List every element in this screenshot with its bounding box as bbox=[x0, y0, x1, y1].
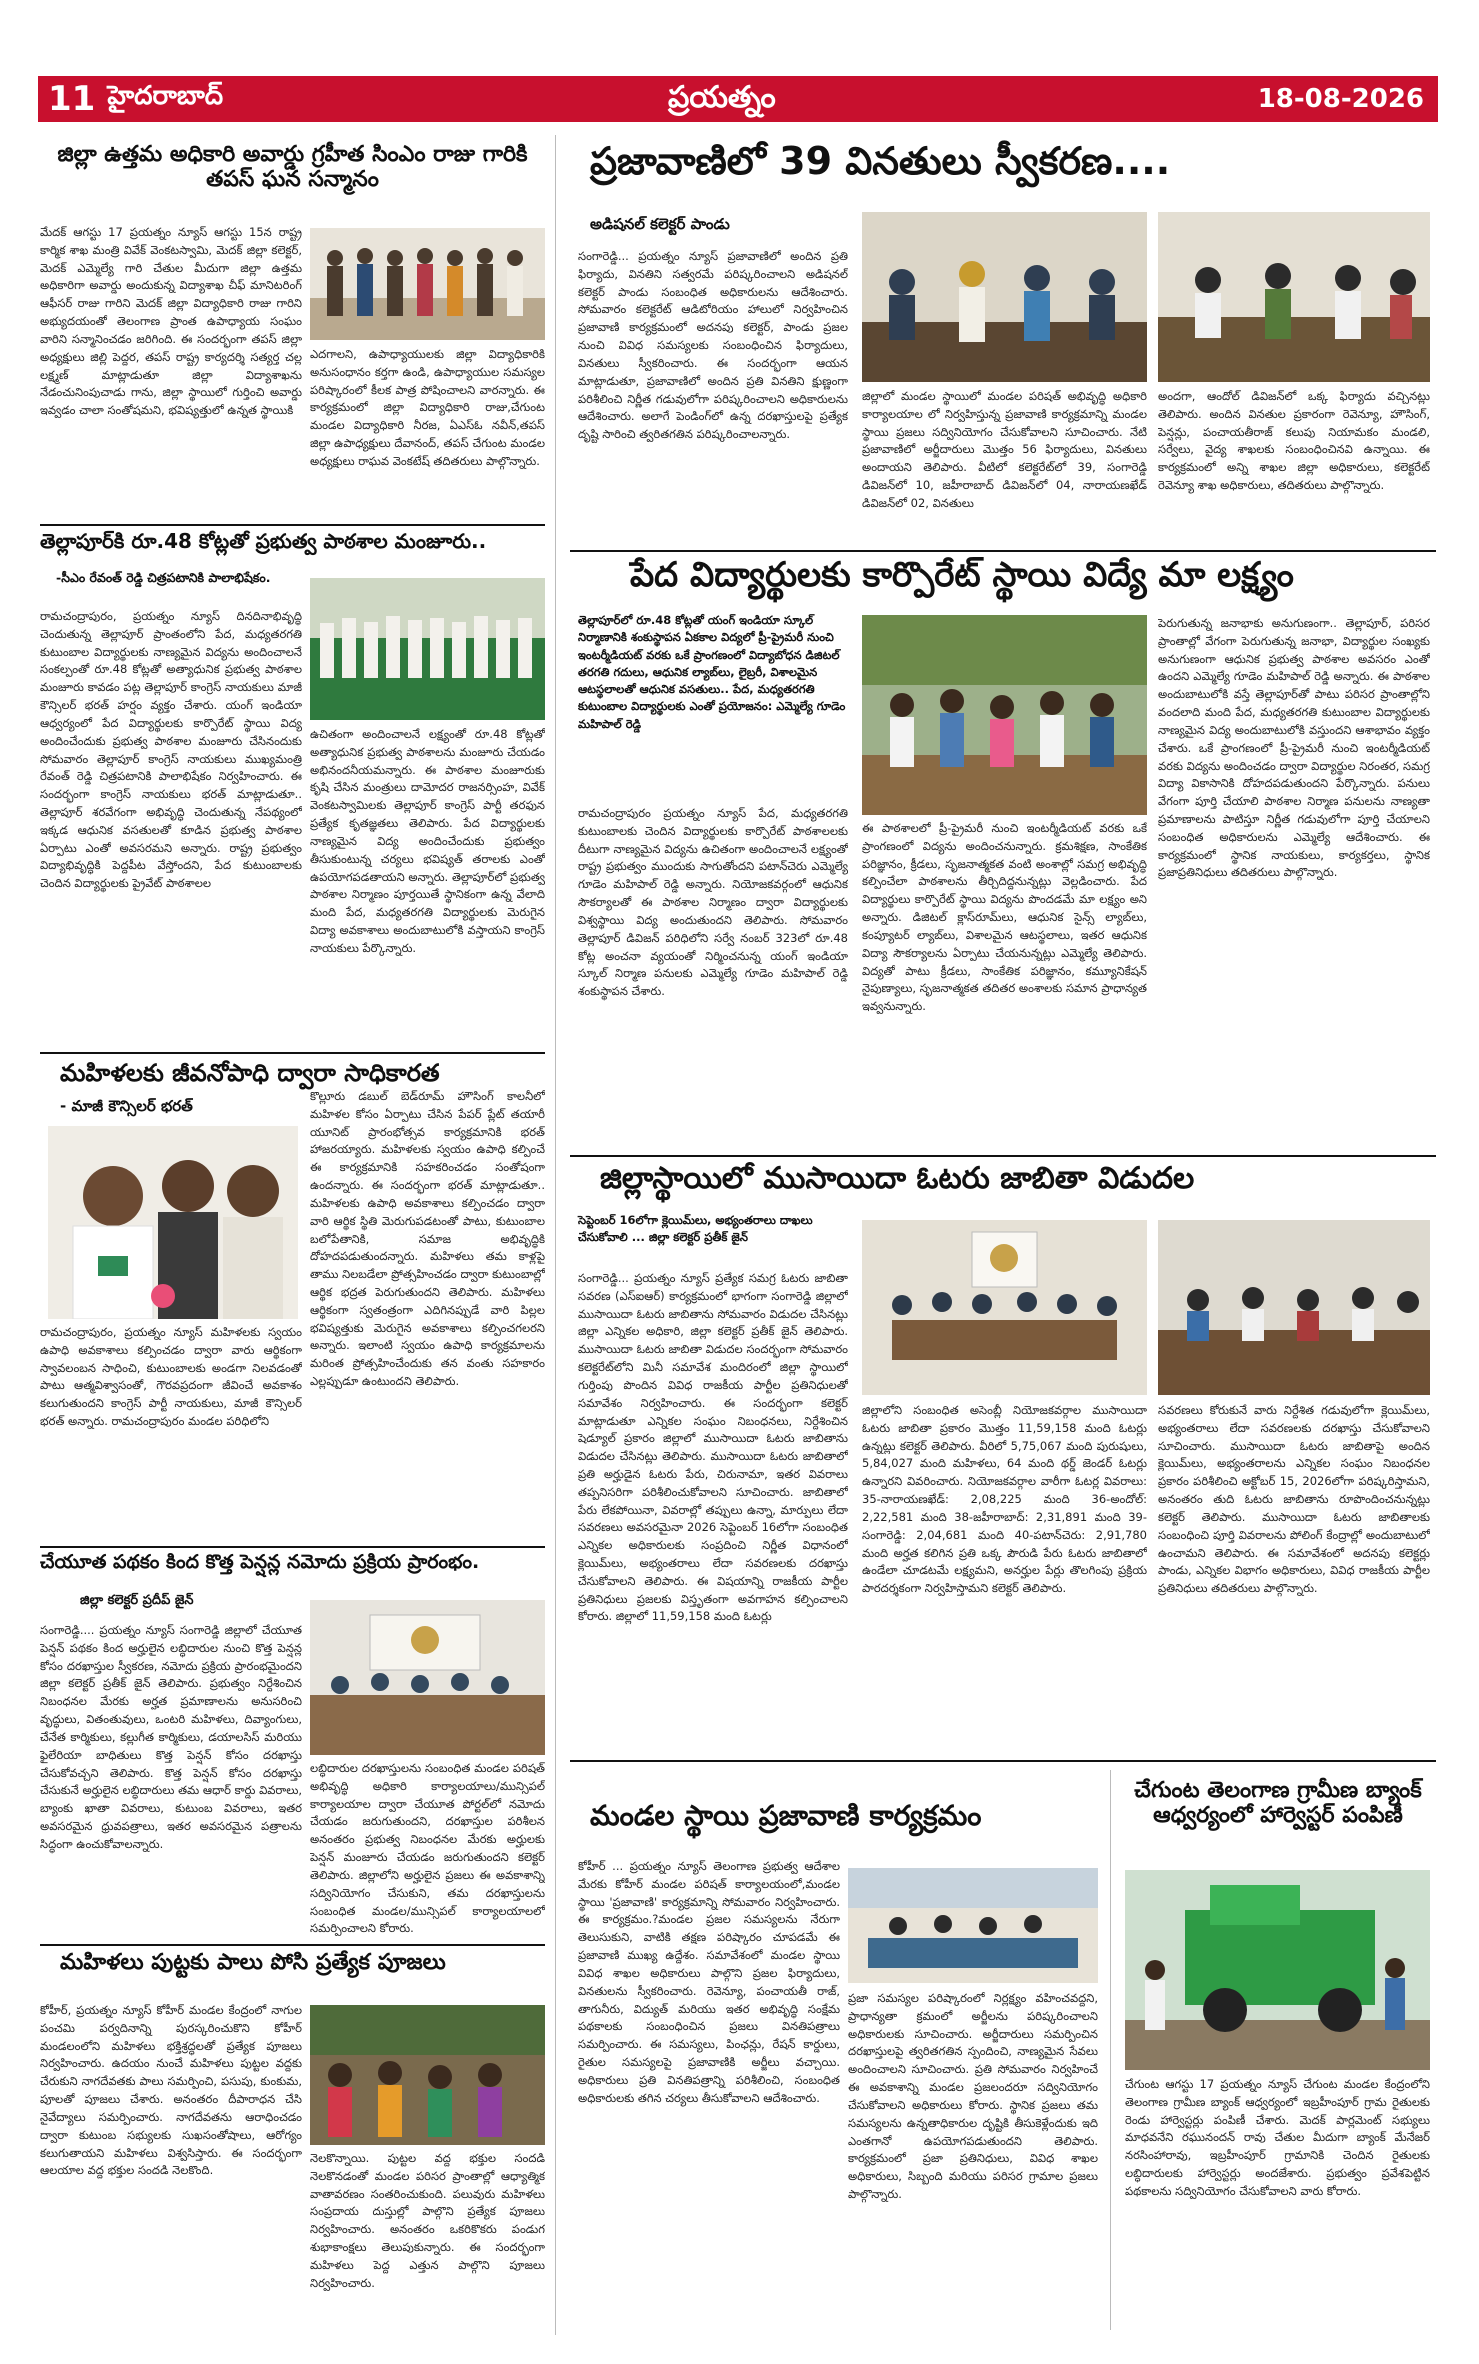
article-panchami-body-right: నెలకొన్నాయి. పుట్టల వద్ద భక్తుల సందడి నెలకొనడంతో మండల పరిసర ప్రాంతాల్లో ఆధ్యాత్మిక వాతావరణం సంతరించుకుంది. పలువురు మహిళలు సంప్రదాయ దుస్తుల్లో పాల్గొని ప్రత్యేక పూజలు నిర్వహించారు. అనంతరం ఒకరికొకరు పండుగ శుభాకాంక్షలు తెలుపుకున్నారు. ఈ సందర్భంగా మహిళలు పెద్ద ఎత్తున పాల్గొని పూజలు నిర్వహించారు. bbox=[310, 2151, 545, 2290]
headline-nagula-panchami: మహిళలు పుట్టకు పాలు పోసి ప్రత్యేక పూజలు bbox=[60, 1950, 446, 1975]
article-tellapur-body-left: రామచంద్రాపురం, ప్రయత్నం న్యూస్ దినదినాభివృద్ధి చెందుతున్న తెల్లాపూర్ ప్రాంతంలోని పేద, మధ్యతరగతి కుటుంబాల విద్యార్థులకు నాణ్యమైన విద్యను అందించాలనే సంకల్పంతో రూ.48 కోట్లతో అత్యాధునిక ప్రభుత్వ పాఠశాల మంజూరు కావడం పట్ల తెల్లాపూర్ కాంగ్రెస్ నాయకులు మాజీ కౌన్సిలర్ భరత్ హర్షం వ్యక్తం చేశారు. యంగ్ ఇండియా ఆధ్వర్యంలో పేద విద్యార్థులకు కార్పొరేట్ స్థాయి విద్య అందించేందుకు ప్రభుత్వ పాఠశాల మంజూరు చేసినందుకు సోమవారం తెల్లాపూర్ కాంగ్రెస్ నాయకులు ముఖ్యమంత్రి రేవంత్ రెడ్డి చిత్రపటానికి పాలాభిషేకం నిర్వహించారు. ఈ సందర్భంగా కాంగ్రెస్ నాయకులు భరత్ మాట్లాడుతూ.. తెల్లాపూర్ శరవేగంగా అభివృద్ధి చెందుతున్న నేపథ్యంలో ఇక్కడ ఆధునిక వసతులతో కూడిన ప్రభుత్వ పాఠశాల ఏర్పాటు ఎంతో అవసరమని అన్నారు. రాష్ట్ర ప్రభుత్వం విద్యాభివృద్ధికి పెద్దపీట వేస్తోందని, పేద కుటుంబాలకు చెందిన విద్యార్థులకు ప్రైవేట్ పాఠశాలల bbox=[40, 609, 302, 891]
photo-palabhishekam bbox=[310, 578, 545, 720]
article-tellapur-body-right: ఉచితంగా అందించాలనే లక్ష్యంతో రూ.48 కోట్లతో అత్యాధునిక ప్రభుత్వ పాఠశాలను మంజూరు చేయడం అభినందనీయమన్నారు. ఈ పాఠశాల మంజూరుకు కృషి చేసిన మంత్రులు దామోదర రాజనర్సింహ, వివేక్ వెంకటస్వామిలకు తెల్లాపూర్ కాంగ్రెస్ పార్టీ తరఫున ప్రత్యేక కృతజ్ఞతలు తెలిపారు. పేద విద్యార్థులకు నాణ్యమైన విద్య అందించేందుకు ప్రభుత్వం తీసుకుంటున్న చర్యలు భవిష్యత్ తరాలకు ఎంతో ఉపయోగపడతాయని అన్నారు. తెల్లాపూర్‌లో ప్రభుత్వ పాఠశాల నిర్మాణం పూర్తయితే స్థానికంగా ఉన్న వేలాది మంది పేద, మధ్యతరగతి విద్యార్థులకు మెరుగైన విద్యా అవకాశాలు అందుబాటులోకి వస్తాయని కాంగ్రెస్ నాయకులు పేర్కొన్నారు. bbox=[310, 727, 545, 955]
article-panchami-body-left: కోహీర్, ప్రయత్నం న్యూస్ కోహీర్ మండల కేంద్రంలో నాగుల పంచమి పర్వదినాన్ని పురస్కరించుకొని కోహీర్ మండలంలోని మహిళలు భక్తిశ్రద్ధలతో ప్రత్యేక పూజలు నిర్వహించారు. ఉదయం నుంచే మహిళలు పుట్టల వద్దకు చేరుకుని నాగదేవతకు పాలు సమర్పించి, పసుపు, కుంకుమ, పూలతో పూజలు చేశారు. అనంతరం దీపారాధన చేసి నైవేద్యాలు సమర్పించారు. నాగదేవతను ఆరాధించడం ద్వారా కుటుంబ సభ్యులకు సుఖసంతోషాలు, ఆరోగ్యం కలుగుతాయని మహిళలు విశ్వసిస్తారు. ఈ సందర్భంగా ఆలయాల వద్ద భక్తుల సందడి నెలకొంది. bbox=[40, 2003, 302, 2178]
article-mandal-body-col1: కోహీర్ ... ప్రయత్నం న్యూస్ తెలంగాణ ప్రభుత్వ ఆదేశాల మేరకు కోహీర్ మండల పరిషత్ కార్యాలయంలో,మండల స్థాయి 'ప్రజావాణి' కార్యక్రమాన్ని సోమవారం నిర్వహించారు. ఈ కార్యక్రమం.?మండల ప్రజల సమస్యలను నేరుగా తెలుసుకుని, వాటికి తక్షణ పరిష్కారం చూపడమే ఈ ప్రజావాణి ముఖ్య ఉద్దేశం. సమావేశంలో మండల స్థాయి వివిధ శాఖల అధికారులు పాల్గొని ప్రజల ఫిర్యాదులు, వినతులను స్వీకరించారు. రెవెన్యూ, పంచాయతీ రాజ్, తాగునీరు, విద్యుత్ మరియు ఇతర అభివృద్ధి సంక్షేమ పథకాలకు సంబంధించిన ప్రజలు వినతిపత్రాలు సమర్పించారు. ఈ సమస్యలు, పింఛన్లు, రేషన్ కార్డులు, రైతుల సమస్యలపై ప్రజావాణికి అర్జీలు వచ్చాయి. అధికారులు ప్రతి వినతిపత్రాన్ని పరిశీలించి, సంబంధిత అధికారులకు తగిన చర్యలు తీసుకోవాలని ఆదేశించారు. bbox=[578, 1859, 840, 2105]
byline-bharath: - మాజీ కౌన్సిలర్ భరత్ bbox=[60, 1097, 193, 1115]
photo-bharath bbox=[48, 1126, 298, 1319]
photo-mandal-meeting bbox=[848, 1868, 1098, 1983]
headline-women-livelihood: మహిళలకు జీవనోపాధి ద్వారా సాధికారత bbox=[60, 1059, 440, 1087]
newspaper-brand: ప్రయత్నం bbox=[668, 80, 776, 115]
photo-felicitation bbox=[310, 228, 545, 340]
article-prajavani-body-col3: అందగా, ఆందోల్ డివిజన్‌లో ఒక్క ఫిర్యాదు వచ్చినట్లు తెలిపారు. అందిన వినతుల ప్రకారంగా రెవెన్యూ, హౌసింగ్, పెన్షన్లు, పంచాయతీరాజ్ కలుపు నియామకం మండలి, సర్వేలు, వైద్య శాఖలకు సంబంధించినవి ఉన్నాయి. ఈ కార్యక్రమంలో అన్ని శాఖల జిల్లా అధికారులు, కలెక్టరేట్ రెవెన్యూ శాఖ అధికారులు, తదితరులు పాల్గొన్నారు. bbox=[1158, 389, 1430, 493]
article-education-body-col3: పెరుగుతున్న జనాభాకు అనుగుణంగా.. తెల్లాపూర్, పరిసర ప్రాంతాల్లో వేగంగా పెరుగుతున్న జనాభా, విద్యార్థుల సంఖ్యకు అనుగుణంగా ఆధునిక ప్రభుత్వ పాఠశాల అవసరం ఎంతో ఉందని ఎమ్మెల్యే గూడెం మహిపాల్ రెడ్డి అన్నారు. ఈ పాఠశాల అందుబాటులోకి వస్తే తెల్లాపూర్‌తో పాటు పరిసర ప్రాంతాల్లోని వందలాది మంది పేద, మధ్యతరగతి కుటుంబాల విద్యార్థులకు నాణ్యమైన విద్య అందుబాటులోకి వస్తుందని ఆశాభావం వ్యక్తం చేశారు. ఒకే ప్రాంగణంలో ప్రీ-ప్రైమరీ నుంచి ఇంటర్మీడియట్ వరకు విద్యను అందించడం ద్వారా విద్యార్థుల నిరంతర, సమగ్ర విద్యా వికాసానికి దోహదపడుతుందని పేర్కొన్నారు. పనులు వేగంగా పూర్తి చేయాలి పాఠశాల నిర్మాణ పనులను నాణ్యతా ప్రమాణాలను పాటిస్తూ నిర్ణీత గడువులోగా పూర్తి చేయాలని సంబంధిత అధికారులను ఎమ్మెల్యే ఆదేశించారు. ఈ కార్యక్రమంలో స్థానిక నాయకులు, కార్యకర్తలు, స్థానిక ప్రజాప్రతినిధులు తదితరులు పాల్గొన్నారు. bbox=[1158, 616, 1430, 880]
article-women-body-right: కొల్లూరు డబుల్ బెడ్‌రూమ్ హౌసింగ్ కాలనీలో మహిళల కోసం ఏర్పాటు చేసిన పేపర్ ప్లేట్ తయారీ యూనిట్ ప్రారంభోత్సవ కార్యక్రమానికి భరత్ హాజరయ్యారు. మహిళలకు స్వయం ఉపాధి కల్పించే ఈ కార్యక్రమానికి సహకరించడం సంతోషంగా ఉందన్నారు. ఈ సందర్భంగా భరత్ మాట్లాడుతూ.. మహిళలకు ఉపాధి అవకాశాలు కల్పించడం ద్వారా వారి ఆర్థిక స్థితి మెరుగుపడటంతో పాటు, కుటుంబాల బలోపేతానికి, సమాజ అభివృద్ధికి దోహదపడుతుందన్నారు. మహిళలు తమ కాళ్లపై తాము నిలబడేలా ప్రోత్సహించడం ద్వారా కుటుంబాల్లో ఆర్థిక భద్రత పెరుగుతుందని తెలిపారు. మహిళలు ఆర్థికంగా స్వతంత్రంగా ఎదిగినప్పుడే వారి పిల్లల భవిష్యత్తుకు మెరుగైన అవకాశాలు కల్పించగలరని అన్నారు. ఇలాంటి స్వయం ఉపాధి కార్యక్రమాలను మరింత ప్రోత్సహించేందుకు తన వంతు సహకారం ఎల్లప్పుడూ ఉంటుందని తెలిపారు. bbox=[310, 1089, 545, 1388]
subline-palabhishekam: -సీఎం రేవంత్ రెడ్డి చిత్రపటానికి పాలాభిషేకం. bbox=[56, 570, 271, 585]
headline-harvester-distribution: చేగుంట తెలంగాణ గ్రామీణ బ్యాంక్ ఆధ్వర్యంలో హార్వెస్టర్ పంపిణీ bbox=[1134, 1778, 1422, 1829]
deck-claims-deadline: సెప్టెంబర్ 16లోగా క్లెయిమ్‌లు, అభ్యంతరాలు దాఖలు చేసుకోవాలి ... జిల్లా కలెక్టర్ ప్రతీక్ జైన్ bbox=[578, 1213, 813, 1245]
article-award-body-right: ఎదగాలని, ఉపాధ్యాయులకు జిల్లా విద్యాధికారికి అనుసంధానం కర్తగా ఉండి, ఉపాధ్యాయుల సమస్యల పరిష్కారంలో కీలక పాత్ర పోషించాలని వారన్నారు. ఈ కార్యక్రమంలో జిల్లా విద్యాధికారి రాజు,చేగుంట మండల విద్యాధికారి నీరజ, ఏఎస్ఓ నవీన్,తపస్ జిల్లా ఉపాధ్యక్షులు దేవానంద్, తపస్ చేగుంట మండల అధ్యక్షులు రాఘవ వెంకటేష్ తదితరులు పాల్గొన్నారు. bbox=[310, 347, 545, 468]
headline-prajavani-39: ప్రజావాణిలో 39 వినతులు స్వీకరణ.... bbox=[590, 139, 1171, 183]
article-mandal-body-col2: ప్రజా సమస్యల పరిష్కారంలో నిర్లక్ష్యం వహించవద్దని, ప్రాధాన్యతా క్రమంలో అర్జీలను పరిష్కరించాలని అధికారులకు సూచించారు. అర్జీదారులు సమర్పించిన దరఖాస్తులపై త్వరితగతిన స్పందించి, నాణ్యమైన సేవలు అందించాలని సూచించారు. ప్రతి సోమవారం నిర్వహించే ఈ అవకాశాన్ని మండల ప్రజలందరూ సద్వినియోగం చేసుకోవాలని అధికారులు కోరారు. స్థానిక ప్రజలు తమ సమస్యలను ఉన్నతాధికారుల దృష్టికి తీసుకెళ్లేందుకు ఇది ఎంతగానో ఉపయోగపడుతుందని తెలిపారు. కార్యక్రమంలో ప్రజా ప్రతినిధులు, వివిధ శాఖల అధికారులు, సిబ్బంది మరియు పరిసర గ్రామాల ప్రజలు పాల్గొన్నారు. bbox=[848, 1991, 1098, 2201]
divider bbox=[570, 550, 1436, 552]
divider bbox=[40, 1944, 545, 1946]
byline-collector: జిల్లా కలెక్టర్ ప్రదీప్ జైన్ bbox=[80, 1593, 194, 1608]
article-voter-body-col2: జిల్లాలోని సంబంధిత అసెంబ్లీ నియోజకవర్గాల ముసాయిదా ఓటరు జాబితా ప్రకారం మొత్తం 11,59,158 మంది ఓటర్లు ఉన్నట్లు కలెక్టర్ తెలిపారు. వీరిలో 5,75,067 మంది పురుషులు, 5,84,027 మంది మహిళలు, 64 మంది థర్డ్ జెండర్ ఓటర్లు ఉన్నారని వివరించారు. నియోజకవర్గాల వారీగా ఓటర్ల వివరాలు: 35-నారాయణఖేడ్: 2,08,225 మంది 36-అందోల్: 2,22,581 మంది 38-జహీరాబాద్: 2,31,891 మంది 39-సంగారెడ్డి: 2,04,681 మంది 40-పటాన్‌చెరు: 2,91,780 మంది అర్హత కలిగిన ప్రతి ఒక్క పౌరుడి పేరు ఓటరు జాబితాలో ఉండేలా చూడటమే లక్ష్యమని, అనర్హుల పేర్లు తొలగింపు ప్రక్రియ పారదర్శకంగా నిర్వహిస్తామని కలెక్టర్ తెలిపారు. bbox=[862, 1403, 1147, 1596]
article-voter-body-col3: సవరణలు కోరుకునే వారు నిర్దేశిత గడువులోగా క్లెయిమ్‌లు, అభ్యంతరాలు లేదా సవరణలకు దరఖాస్తు చేసుకోవాలని సూచించారు. ముసాయిదా ఓటరు జాబితాపై అందిన క్లెయిమ్‌లు, అభ్యంతరాలను ఎన్నికల సంఘం నిబంధనల ప్రకారం పరిశీలించి అక్టోబర్ 15, 2026లోగా పరిష్కరిస్తామని, అనంతరం తుది ఓటరు జాబితాను రూపొందించనున్నట్లు కలెక్టర్ తెలిపారు. ముసాయిదా ఓటరు జాబితాలకు సంబంధించి పూర్తి వివరాలను పోలింగ్ కేంద్రాల్లో అందుబాటులో ఉంచామని తెలిపారు. ఈ సమావేశంలో అదనపు కలెక్టర్లు పాండు, ఎన్నికల విభాగం అధికారులు, వివిధ రాజకీయ పార్టీల ప్రతినిధులు తదితరులు పాల్గొన్నారు. bbox=[1158, 1403, 1430, 1596]
headline-draft-voter-list: జిల్లాస్థాయిలో ముసాయిదా ఓటరు జాబితా విడుదల bbox=[600, 1161, 1195, 1196]
article-award-body-left: మేదక్ ఆగస్టు 17 ప్రయత్నం న్యూస్ ఆగస్టు 15న రాష్ట్ర కార్మిక శాఖ మంత్రి వివేక్ వెంకటస్వామి, మెదక్ జిల్లా కలెక్టర్, మెదక్ ఎమ్మెల్యే గారి చేతుల మీదుగా జిల్లా ఉత్తమ అధికారిగా అవార్డు అందుకున్న విద్యాశాఖ చీఫ్ మానిటరింగ్ ఆఫీసర్ రాజు గారిని మెదక్ జిల్లా విద్యాధికారి రాజు గారిని అభ్యుదయంతో తెలంగాణ ప్రాంత ఉపాధ్యాయ సంఘం వారిని సన్మానించడం జరిగింది. ఈ సందర్భంగా తపస్ జిల్లా అధ్యక్షులు జిల్లి పెద్దర, తపస్ రాష్ట్ర కార్యదర్శి సత్యర్త చల్ల లక్ష్మణ్ మాట్లాడుతూ జిల్లా విద్యాశాఖను నేడంచునింపుచాడు గాను, జిల్లా స్థాయిలో గుర్తించి అవార్డు ఇవ్వడం చాలా సంతోషమని, భవిష్యత్తులో ఉన్నత స్థాయికి bbox=[40, 225, 302, 418]
photo-foundation-stone bbox=[862, 615, 1147, 815]
article-education-body-col2: ఈ పాఠశాలలో ప్రీ-ప్రైమరీ నుంచి ఇంటర్మీడియట్ వరకు ఒకే ప్రాంగణంలో విద్యను అందించనున్నారు. క్రమశిక్షణ, సాంకేతిక పరిజ్ఞానం, క్రీడలు, సృజనాత్మకత వంటి అంశాల్లో సమగ్ర అభివృద్ధి కల్పించేలా పాఠశాలను తీర్చిదిద్దనున్నట్లు వెల్లడించారు. పేద విద్యార్థులు కార్పొరేట్ స్థాయి విద్యను పొందడమే మా లక్ష్యం అని అన్నారు. డిజిటల్ క్లాస్‌రూమ్‌లు, ఆధునిక సైన్స్ ల్యాబ్‌లు, కంప్యూటర్ ల్యాబ్‌లు, విశాలమైన ఆటస్థలాలు, ఇతర ఆధునిక విద్యా సౌకర్యాలను ఏర్పాటు చేయనున్నట్లు ఎమ్మెల్యే తెలిపారు. విద్యతో పాటు క్రీడలు, సాంకేతిక పరిజ్ఞానం, కమ్యూనికేషన్ నైపుణ్యాలు, సృజనాత్మకత తదితర అంశాలకు సమాన ప్రాధాన్యత ఇవ్వనున్నారు. bbox=[862, 821, 1147, 1014]
divider bbox=[570, 1155, 1436, 1157]
masthead bbox=[38, 76, 1438, 122]
page-number: 11 bbox=[48, 79, 96, 119]
photo-harvester bbox=[1125, 1870, 1430, 2070]
divider bbox=[570, 1760, 1436, 1762]
article-prajavani-body-col1: సంగారెడ్డి... ప్రయత్నం న్యూస్ ప్రజావాణిలో అందిన ప్రతి ఫిర్యాదు, వినతిని సత్వరమే పరిష్కరించాలని అడిషనల్ కలెక్టర్ పాండు సంబంధిత అధికారులను ఆదేశించారు. సోమవారం కలెక్టరేట్ ఆడిటోరియం హాలులో నిర్వహించిన ప్రజావాణి కార్యక్రమంలో అదనపు కలెక్టర్, పాండు ప్రజల నుంచి వివిధ సమస్యలకు సంబంధించిన ఫిర్యాదులు, వినతులు స్వీకరించారు. ఈ సందర్భంగా ఆయన మాట్లాడుతూ, ప్రజావాణిలో అందిన ప్రతి వినతిని క్షుణ్ణంగా పరిశీలించి నిర్ణీత గడువులోగా పరిష్కరించాలని అధికారులను ఆదేశించారు. అలాగే పెండింగ్‌లో ఉన్న దరఖాస్తులపై ప్రత్యేక దృష్టి సారించి త్వరితగతిన పరిష్కరించాలన్నారు. bbox=[578, 249, 848, 442]
photo-prajavani-2 bbox=[1158, 212, 1430, 382]
column-divider bbox=[1110, 1770, 1111, 2330]
photo-prajavani-1 bbox=[862, 212, 1147, 382]
divider bbox=[40, 1546, 545, 1548]
edition-city: హైదరాబాద్ bbox=[107, 81, 224, 111]
article-pension-body-left: సంగారెడ్డి.... ప్రయత్నం న్యూస్ సంగారెడ్డి జిల్లాలో చేయూత పెన్షన్ పథకం కింద అర్హులైన లబ్ధిదారుల నుంచి కొత్త పెన్షన్ల కోసం దరఖాస్తుల స్వీకరణ, నమోదు ప్రక్రియ ప్రారంభమైందని జిల్లా కలెక్టర్ ప్రతీక్ జైన్ తెలిపారు. ప్రభుత్వం నిర్దేశించిన నిబంధనల మేరకు అర్హత ప్రమాణాలను అనుసరించి వృద్ధులు, వితంతువులు, ఒంటరి మహిళలు, దివ్యాంగులు, చేనేత కార్మికులు, కల్లుగీత కార్మికులు, డయాలసిస్ మరియు ఫైలేరియా బాధితులు కొత్త పెన్షన్ కోసం దరఖాస్తు చేసుకోవచ్చని తెలిపారు. కొత్త పెన్షన్ కోసం దరఖాస్తు చేసుకునే అర్హులైన లబ్ధిదారులు తమ ఆధార్ కార్డు వివరాలు, బ్యాంకు ఖాతా వివరాలు, కుటుంబ వివరాలు, ఇతర అవసరమైన ధ్రువపత్రాలు, ఇతర అవసరమైన పత్రాలను సిద్ధంగా ఉంచుకోవాలన్నారు. bbox=[40, 1623, 302, 1851]
issue-date: 18-08-2026 bbox=[1257, 84, 1424, 114]
article-harvester-body: చేగుంట ఆగస్టు 17 ప్రయత్నం న్యూస్ చేగుంట మండల కేంద్రంలోని తెలంగాణ గ్రామీణ బ్యాంక్ ఆధ్వర్యంలో ఇబ్రహీంపూర్ గ్రామ రైతులకు రెండు హార్వెస్టర్లు పంపిణీ చేశారు. మెదక్ పార్లమెంట్ సభ్యులు మాధవనేని రఘునందన్ రావు చేతుల మీదుగా బ్యాంక్ మేనేజర్ నరసింహారావు, ఇబ్రహీంపూర్ గ్రామానికి చెందిన రైతులకు లబ్ధిదారులకు హార్వెస్టర్లు అందజేశారు. ప్రభుత్వం ప్రవేశపెట్టిన పథకాలను సద్వినియోగం చేసుకోవాలని వారు కోరారు. bbox=[1125, 2077, 1430, 2198]
headline-cheyutha-pension: చేయూత పథకం కింద కొత్త పెన్షన్ల నమోదు ప్రక్రియ ప్రారంభం. bbox=[40, 1551, 480, 1573]
article-voter-body-col1: సంగారెడ్డి... ప్రయత్నం న్యూస్ ప్రత్యేక సమగ్ర ఓటరు జాబితా సవరణ (ఎస్ఐఆర్) కార్యక్రమంలో భాగంగా సంగారెడ్డి జిల్లాలో ముసాయిదా ఓటరు జాబితాను సోమవారం విడుదల చేసినట్లు జిల్లా ఎన్నికల అధికారి, జిల్లా కలెక్టర్ ప్రతీక్ జైన్ తెలిపారు. ముసాయిదా ఓటరు జాబితా విడుదల సందర్భంగా సోమవారం కలెక్టరేట్‌లోని మినీ సమావేశ మందిరంలో జిల్లా స్థాయిలో గుర్తింపు పొందిన వివిధ రాజకీయ పార్టీల ప్రతినిధులతో సమావేశం నిర్వహించారు. ఈ సందర్భంగా కలెక్టర్ మాట్లాడుతూ ఎన్నికల సంఘం నిబంధనలు, నిర్దేశించిన షెడ్యూల్ ప్రకారం జిల్లాలో ముసాయిదా ఓటరు జాబితాను విడుదల చేసినట్లు తెలిపారు. ముసాయిదా ఓటరు జాబితాలో ప్రతి అర్హుడైన ఓటరు పేరు, చిరునామా, ఇతర వివరాలు తప్పనిసరిగా పరిశీలించుకోవాలని సూచించారు. జాబితాలో పేరు లేకపోయినా, వివరాల్లో తప్పులు ఉన్నా, మార్పులు లేదా సవరణలు అవసరమైనా 2026 సెప్టెంబర్ 16లోగా సంబంధిత ఎన్నికల అధికారులకు సంప్రదించి నిర్ణీత విధానంలో క్లెయిమ్‌లు, అభ్యంతరాలు లేదా సవరణలకు దరఖాస్తు చేసుకోవాలని తెలిపారు. ఈ విషయాన్ని రాజకీయ పార్టీల ప్రతినిధులు ప్రజలకు విస్తృతంగా అవగాహన కల్పించాలని కోరారు. జిల్లాలో 11,59,158 మంది ఓటర్లు bbox=[578, 1271, 848, 1624]
divider bbox=[40, 1052, 545, 1054]
headline-mandal-prajavani: మండల స్థాయి ప్రజావాణి కార్యక్రమం bbox=[590, 1799, 982, 1832]
divider bbox=[40, 524, 545, 526]
photo-voter-meeting-2 bbox=[1158, 1220, 1430, 1395]
headline-corporate-education: పేద విద్యార్థులకు కార్పొరేట్ స్థాయి విద్యే మా లక్ష్యం bbox=[630, 555, 1294, 595]
column-divider bbox=[555, 135, 556, 2335]
article-education-body-col1: రామచంద్రాపురం ప్రయత్నం న్యూస్ పేద, మధ్యతరగతి కుటుంబాలకు చెందిన విద్యార్థులకు కార్పొరేట్ పాఠశాలలకు దీటుగా నాణ్యమైన విద్యను ఉచితంగా అందించాలనే లక్ష్యంతో రాష్ట్ర ప్రభుత్వం ముందుకు సాగుతోందని పటాన్‌చెరు ఎమ్మెల్యే గూడెం మహిపాల్ రెడ్డి అన్నారు. నియోజకవర్గంలో ఆధునిక సౌకర్యాలతో ఈ పాఠశాల నిర్మాణం ద్వారా విద్యార్థులకు విశ్వస్థాయి విద్య అందుతుందని తెలిపారు. సోమవారం తెల్లాపూర్ డివిజన్ పరిధిలోని సర్వే నంబర్ 323లో రూ.48 కోట్ల అంచనా వ్యయంతో నిర్మించనున్న యంగ్ ఇండియా స్కూల్ నిర్మాణ పనులకు ఎమ్మెల్యే గూడెం మహిపాల్ రెడ్డి శంకుస్థాపన చేశారు. bbox=[578, 806, 848, 999]
photo-women-puja bbox=[310, 2005, 545, 2145]
deck-young-india-school: తెల్లాపూర్‌లో రూ.48 కోట్లతో యంగ్ ఇండియా స్కూల్ నిర్మాణానికి శంకుస్థాపన ఏకకాల విద్యలో ప్రీ-ప్రైమరీ నుంచి ఇంటర్మీడియట్ వరకు ఒకే ప్రాంగణంలో విద్యాబోధన డిజిటల్ తరగతి గదులు, ఆధునిక ల్యాబ్‌లు, లైబ్రరీ, విశాలమైన ఆటస్థలాలతో ఆధునిక వసతులు.. పేద, మధ్యతరగతి కుటుంబాల విద్యార్థులకు ఎంతో ప్రయోజనం: ఎమ్మెల్యే గూడెం మహిపాల్ రెడ్డి bbox=[578, 613, 846, 731]
photo-collector-meeting bbox=[310, 1600, 545, 1755]
headline-tellapur-school: తెల్లాపూర్‌కి రూ.48 కోట్లతో ప్రభుత్వ పాఠశాల మంజూరు.. bbox=[40, 529, 487, 553]
byline-additional-collector: అడిషనల్ కలెక్టర్ పాండు bbox=[590, 215, 730, 233]
article-pension-body-right: లబ్ధిదారుల దరఖాస్తులను సంబంధిత మండల పరిషత్ అభివృద్ధి అధికారి కార్యాలయాలు/మున్సిపల్ కార్యాలయాల ద్వారా చేయూత పోర్టల్‌లో నమోదు చేయడం జరుగుతుందని, దరఖాస్తుల పరిశీలన అనంతరం ప్రభుత్వ నిబంధనల మేరకు అర్హులకు పెన్షన్ మంజూరు చేయడం జరుగుతుందని కలెక్టర్ తెలిపారు. జిల్లాలోని అర్హులైన ప్రజలు ఈ అవకాశాన్ని సద్వినియోగం చేసుకుని, తమ దరఖాస్తులను సంబంధిత మండల/మున్సిపల్ కార్యాలయాలలో సమర్పించాలని కోరారు. bbox=[310, 1761, 545, 1936]
article-prajavani-body-col2: జిల్లాలో మండల స్థాయిలో మండల పరిషత్ అభివృద్ధి అధికారి కార్యాలయాల లో నిర్వహిస్తున్న ప్రజావాణి కార్యక్రమాన్ని మండల స్థాయి ప్రజలు సద్వినియోగం చేసుకోవాలని సూచించారు. నేటి ప్రజావాణిలో అర్జీదారులు మొత్తం 56 ఫిర్యాదులు, వినతులు అందాయని తెలిపారు. వీటిలో కలెక్టరేట్‌లో 39, సంగారెడ్డి డివిజన్‌లో 10, జహీరాబాద్ డివిజన్‌లో 04, నారాయణఖేడ్ డివిజన్‌లో 02, వినతులు bbox=[862, 389, 1147, 510]
headline-award-felicitation: జిల్లా ఉత్తమ అధికారి అవార్డు గ్రహీత సింఎం రాజు గారికి తపస్ ఘన సన్మానం bbox=[57, 142, 528, 193]
article-women-body-left: రామచంద్రాపురం, ప్రయత్నం న్యూస్ మహిళలకు స్వయం ఉపాధి అవకాశాలు కల్పించడం ద్వారా వారు ఆర్థికంగా స్వావలంబన సాధించి, కుటుంబాలకు అండగా నిలవడంతో పాటు ఆత్మవిశ్వాసంతో, గౌరవప్రదంగా జీవించే అవకాశం కలుగుతుందని కాంగ్రెస్ పార్టీ నాయకులు, మాజీ కౌన్సిలర్ భరత్ అన్నారు. రామచంద్రాపురం మండల పరిధిలోని bbox=[40, 1325, 302, 1429]
photo-voter-meeting-1 bbox=[862, 1220, 1147, 1395]
